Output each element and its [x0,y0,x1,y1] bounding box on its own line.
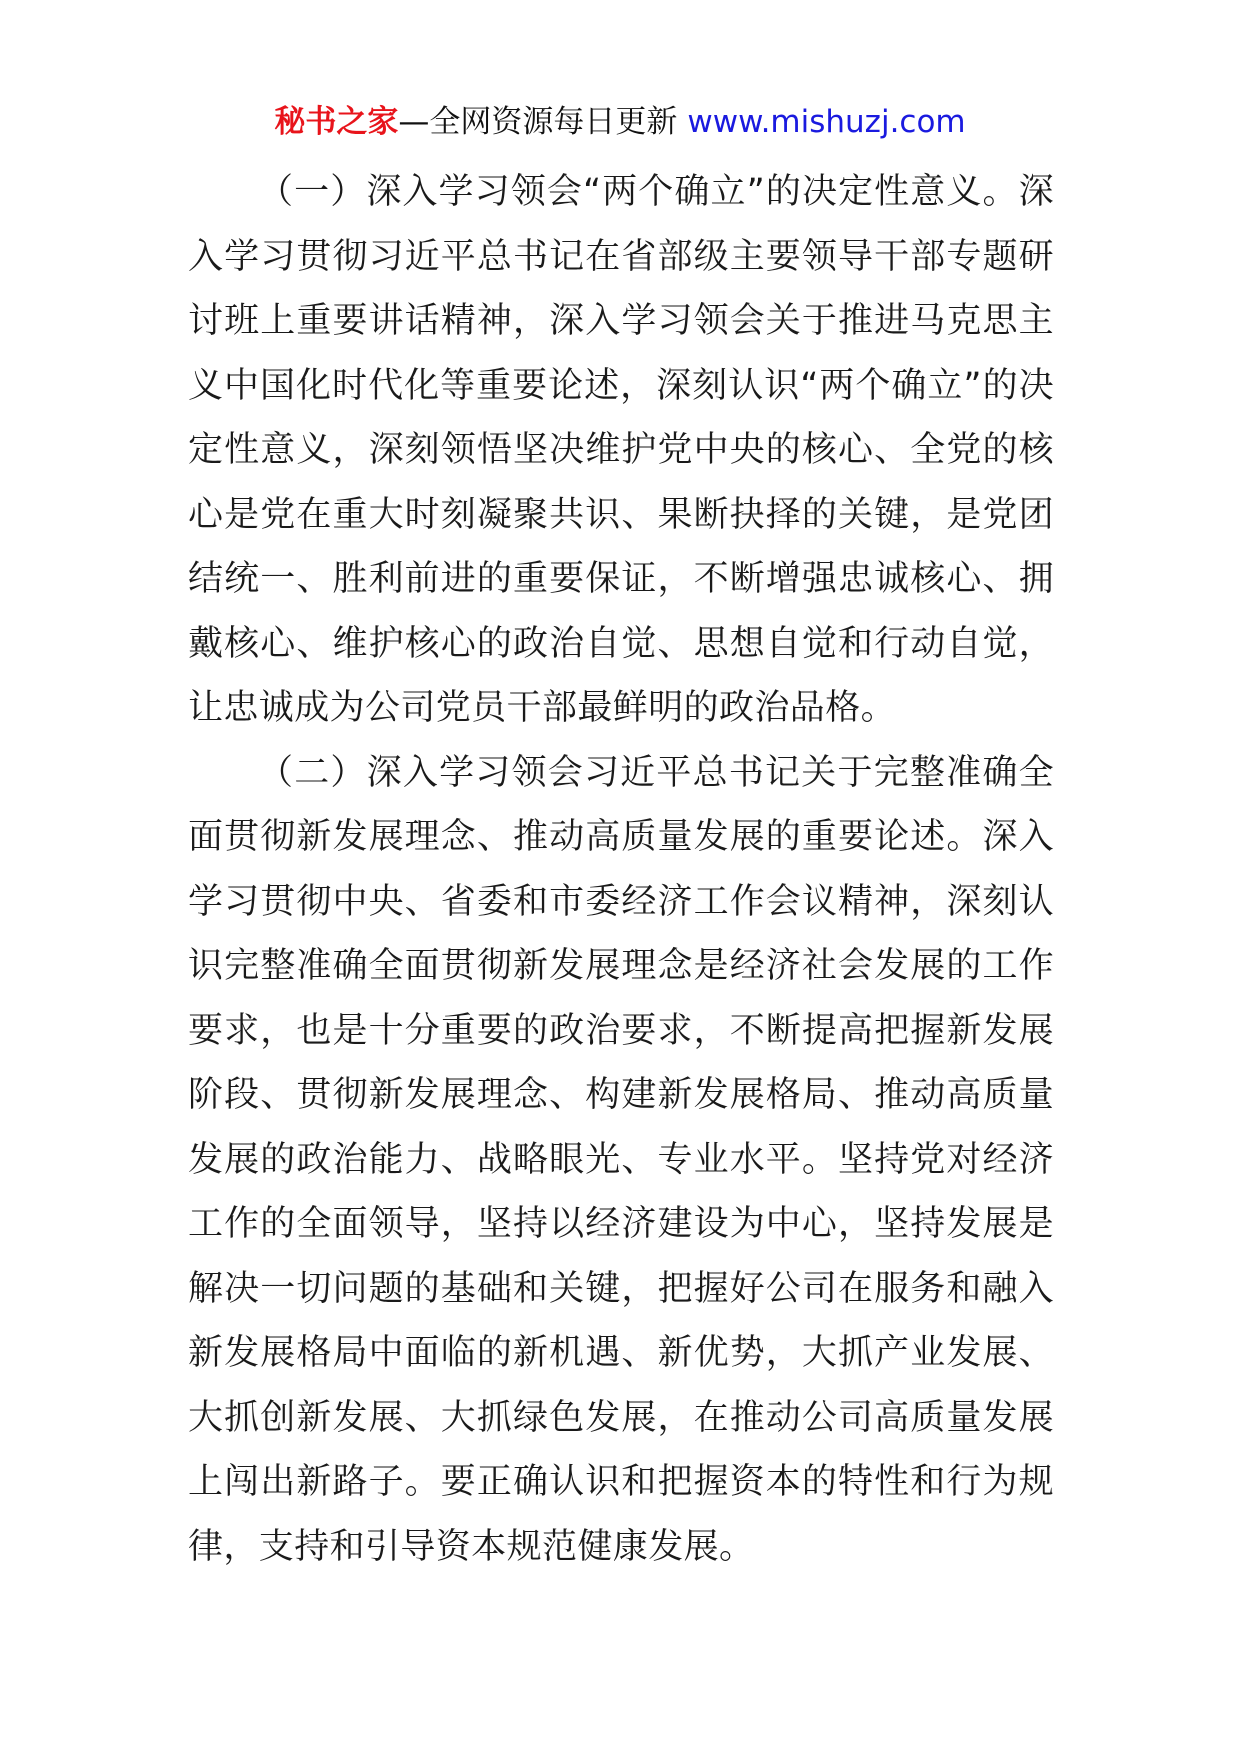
page-header [0,100,1240,144]
paragraph-section-1: （一）深入学习领会“两个确立”的决定性意义。深入学习贯彻习近平总书记在省部级主要领导干部专题研讨班上重要讲话精神，深入学习领会关于推进马克思主义中国化时代化等重要论述，深刻认识“两个确立”的决定性意义，深刻领悟坚决维护党中央的核心、全党的核心是党在重大时刻凝聚共识、果断抉择的关键，是党团结统一、胜利前进的重要保证，不断增强忠诚核心、拥戴核心、维护核心的政治自觉、思想自觉和行动自觉，让忠诚成为公司党员干部最鲜明的政治品格。 [188,172,1054,728]
header-tagline: —全网资源每日更新 [398,104,678,140]
brand-name: 秘书之家 [274,104,399,140]
document-body [188,160,1054,1579]
site-url-link[interactable]: www.mishuzj.com [687,104,966,140]
paragraph-section-2: （二）深入学习领会习近平总书记关于完整准确全面贯彻新发展理念、推动高质量发展的重要论述。深入学习贯彻中央、省委和市委经济工作会议精神，深刻认识完整准确全面贯彻新发展理念是经济社会发展的工作要求，也是十分重要的政治要求，不断提高把握新发展阶段、贯彻新发展理念、构建新发展格局、推动高质量发展的政治能力、战略眼光、专业水平。坚持党对经济工作的全面领导，坚持以经济建设为中心，坚持发展是解决一切问题的基础和关键，把握好公司在服务和融入新发展格局中面临的新机遇、新优势，大抓产业发展、大抓创新发展、大抓绿色发展，在推动公司高质量发展上闯出新路子。要正确认识和把握资本的特性和行为规律，支持和引导资本规范健康发展。 [188,752,1054,1567]
